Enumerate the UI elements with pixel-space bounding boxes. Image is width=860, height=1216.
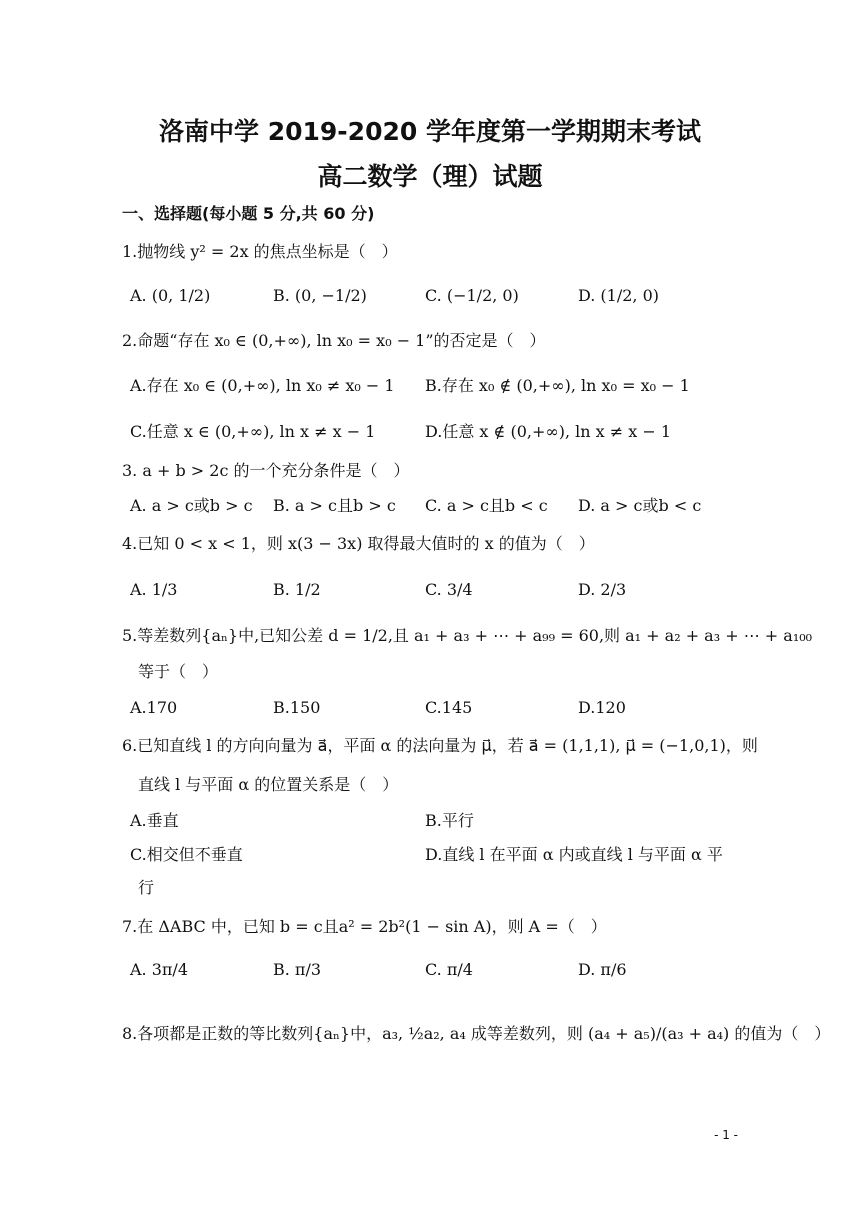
page-title: 洛南中学 2019-2020 学年度第一学期期末考试 [159,117,701,146]
question-5-option-c: C.145 [425,698,473,717]
question-1-option-c: C. (−1/2, 0) [425,286,519,305]
question-7-stem: 7.在 ΔABC 中，已知 b = c且a² = 2b²(1 − sin A)，则 A =（ ） [122,917,607,936]
page-number: - 1 - [714,1128,738,1142]
question-2-option-b: B.存在 x₀ ∉ (0,+∞), ln x₀ = x₀ − 1 [425,376,690,395]
question-1-option-a: A. (0, 1/2) [130,286,211,305]
question-7-option-b: B. π/3 [273,960,322,979]
question-2-option-d: D.任意 x ∉ (0,+∞), ln x ≠ x − 1 [425,422,672,441]
question-2-option-c: C.任意 x ∈ (0,+∞), ln x ≠ x − 1 [130,422,376,441]
question-1-stem: 1.抛物线 y² = 2x 的焦点坐标是（ ） [122,242,398,261]
question-5-option-a: A.170 [130,698,178,717]
question-2-stem: 2.命题“存在 x₀ ∈ (0,+∞), ln x₀ = x₀ − 1”的否定是（ ） [122,331,546,350]
question-3-option-a: A. a > c或b > c [130,496,253,515]
question-4-option-c: C. 3/4 [425,580,473,599]
question-3-option-b: B. a > c且b > c [273,496,396,515]
question-6-option-d: D.直线 l 在平面 α 内或直线 l 与平面 α 平 [425,845,723,864]
question-1-option-b: B. (0, −1/2) [273,286,367,305]
question-6-option-c: C.相交但不垂直 [130,845,243,864]
question-5-option-b: B.150 [273,698,321,717]
question-6-option-b: B.平行 [425,811,474,830]
question-1-option-d: D. (1/2, 0) [578,286,660,305]
question-3-option-c: C. a > c且b < c [425,496,548,515]
question-5-option-d: D.120 [578,698,626,717]
question-2-option-a: A.存在 x₀ ∈ (0,+∞), ln x₀ ≠ x₀ − 1 [130,376,395,395]
question-4-option-d: D. 2/3 [578,580,627,599]
question-6-option-d-continued: 行 [138,878,155,897]
question-3-stem: 3. a + b > 2c 的一个充分条件是（ ） [122,461,410,480]
question-6-option-a: A.垂直 [130,811,179,830]
question-6-stem-continued: 直线 l 与平面 α 的位置关系是（ ） [138,775,399,794]
question-7-option-c: C. π/4 [425,960,473,979]
question-4-option-b: B. 1/2 [273,580,321,599]
question-7-option-a: A. 3π/4 [130,960,188,979]
question-4-stem: 4.已知 0 < x < 1，则 x(3 − 3x) 取得最大值时的 x 的值为（ ） [122,534,595,553]
question-6-stem: 6.已知直线 l 的方向向量为 a⃗，平面 α 的法向量为 μ⃗，若 a⃗ = (1,1,1), μ⃗ = (−1,0,1)，则 [122,736,758,755]
question-4-option-a: A. 1/3 [130,580,178,599]
question-7-option-d: D. π/6 [578,960,627,979]
question-5-stem: 5.等差数列{aₙ}中,已知公差 d = 1/2,且 a₁ + a₃ + ⋯ + a₉₉ = 60,则 a₁ + a₂ + a₃ + ⋯ + a₁₀₀ [122,626,813,645]
question-5-stem-continued: 等于（ ） [138,662,219,681]
section-heading: 一、选择题(每小题 5 分,共 60 分) [122,204,375,223]
question-3-option-d: D. a > c或b < c [578,496,702,515]
question-8-stem: 8.各项都是正数的等比数列{aₙ}中，a₃, ½a₂, a₄ 成等差数列，则 (a₄ + a₅)/(a₃ + a₄) 的值为（ ） [122,1024,831,1043]
page-subtitle: 高二数学（理）试题 [317,162,543,191]
